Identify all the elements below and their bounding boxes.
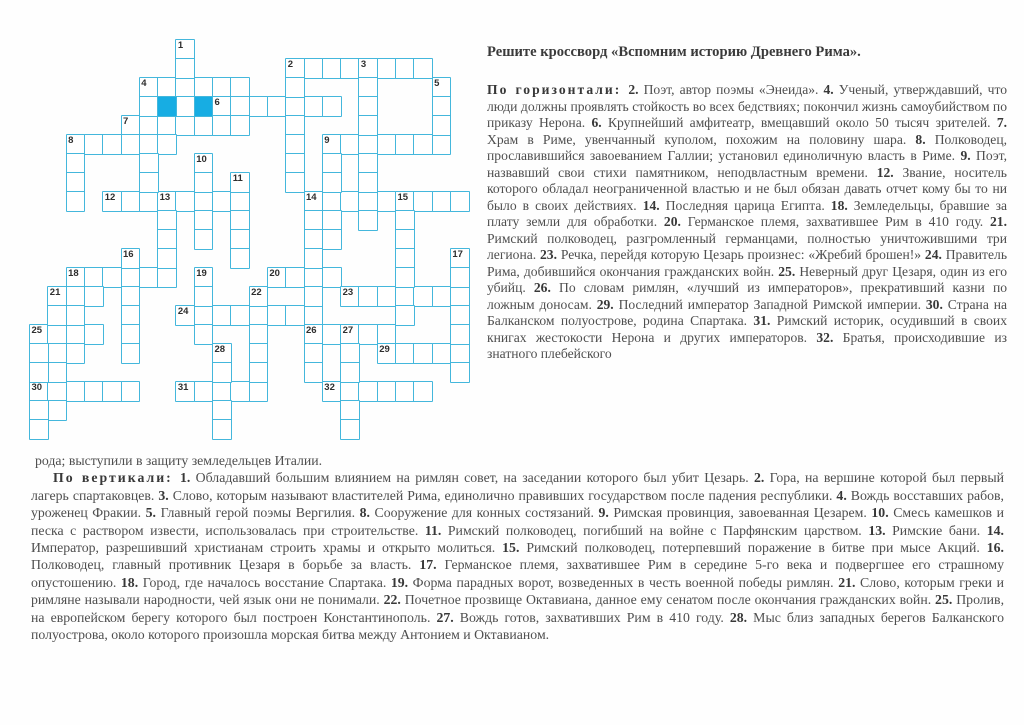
crossword-cell[interactable] (230, 229, 250, 250)
crossword-cell[interactable] (304, 58, 324, 79)
clues-bottom-block (31, 452, 1004, 643)
crossword-cell[interactable] (157, 229, 177, 250)
crossword-cell[interactable] (358, 115, 378, 136)
crossword-cell[interactable] (194, 229, 214, 250)
crossword-number: 13 (159, 192, 171, 203)
crossword-number: 16 (123, 249, 134, 260)
crossword-cell[interactable] (139, 267, 159, 288)
clue-number: 5. (141, 505, 157, 521)
crossword-cell[interactable] (194, 381, 214, 402)
crossword-cell[interactable] (139, 134, 159, 155)
crossword-cell[interactable] (432, 115, 452, 136)
crossword-cell[interactable] (194, 172, 214, 193)
crossword-cell[interactable] (157, 210, 177, 231)
crossword-cell[interactable] (157, 267, 177, 288)
crossword-cell[interactable] (194, 210, 214, 231)
crossword-cell[interactable] (194, 77, 214, 98)
crossword-cell[interactable] (66, 191, 86, 212)
crossword-cell[interactable] (450, 324, 470, 345)
crossword-cell[interactable] (304, 229, 324, 250)
crossword-cell[interactable] (29, 400, 49, 421)
crossword-cell[interactable] (340, 343, 360, 364)
crossword-cell[interactable] (29, 343, 49, 364)
clue-number: 7. (990, 115, 1008, 130)
crossword-cell[interactable] (340, 134, 360, 155)
crossword-number: 24 (177, 306, 189, 317)
crossword-cell[interactable] (157, 248, 177, 269)
crossword-cell[interactable] (121, 381, 141, 402)
crossword-number: 20 (269, 268, 280, 279)
crossword-cell[interactable] (450, 286, 470, 307)
crossword-cell[interactable] (377, 58, 397, 79)
crossword-cell[interactable] (395, 210, 415, 231)
crossword-cell[interactable] (358, 134, 378, 155)
crossword-cell[interactable] (285, 77, 305, 98)
crossword-cell[interactable] (121, 324, 141, 345)
crossword-cell[interactable] (304, 267, 324, 288)
clue-number: 32. (807, 329, 834, 345)
crossword-cell[interactable] (194, 191, 214, 212)
crossword-cell[interactable] (230, 381, 250, 402)
crossword-number: 6 (214, 97, 220, 108)
crossword-cell[interactable] (340, 400, 360, 421)
crossword-cell[interactable] (358, 153, 378, 174)
crossword-cell[interactable] (322, 153, 342, 174)
crossword-number: 2 (287, 59, 293, 70)
crossword-cell[interactable] (66, 153, 86, 174)
crossword-cell[interactable] (413, 134, 433, 155)
clue-number: 17. (411, 557, 437, 573)
crossword-cell[interactable] (340, 381, 360, 402)
crossword-cell[interactable] (413, 58, 433, 79)
crossword-number: 14 (306, 192, 317, 203)
clue-number: 8. (355, 505, 370, 521)
clue-number: 20. (657, 214, 681, 229)
crossword-cell[interactable] (285, 172, 305, 193)
crossword-number: 29 (379, 344, 390, 355)
clue-number: 18. (116, 574, 139, 590)
crossword-cell[interactable] (340, 419, 360, 440)
crossword-number: 22 (251, 287, 262, 298)
crossword-cell[interactable] (395, 134, 415, 155)
clue-number: 14. (980, 522, 1004, 538)
crossword-cell[interactable] (47, 324, 67, 345)
crossword-highlighted-cell (194, 96, 214, 117)
crossword-cell[interactable] (432, 96, 452, 117)
crossword-cell[interactable] (121, 305, 141, 326)
crossword-cell[interactable] (47, 343, 67, 364)
clue-number: 23. (536, 247, 557, 262)
crossword-cell[interactable] (450, 191, 470, 212)
crossword-number: 1 (177, 40, 184, 51)
crossword-cell[interactable] (304, 305, 324, 326)
crossword-cell[interactable] (175, 58, 195, 79)
clue-number: 3. (154, 487, 169, 503)
crossword-cell[interactable] (432, 343, 452, 364)
crossword-cell[interactable] (139, 191, 159, 212)
crossword-cell[interactable] (66, 343, 86, 364)
crossword-cell[interactable] (267, 96, 287, 117)
clue-number: 21. (983, 214, 1008, 229)
crossword-cell[interactable] (377, 381, 397, 402)
crossword-cell[interactable] (249, 305, 269, 326)
crossword-number: 10 (196, 154, 207, 165)
down-clues: По вертикали: 1. Обладавший большим влиянием на римлян совет, на заседании которого был убит Цезарь. 2. Гора, на вершине которой был первый лагерь спартаковцев. 3. Слово, которым называют властителей Рима, единолично правивших государством после падения республики. 4. Вождь восставших рабов, уроженец Фракии. 5. Главный герой поэмы Вергилия. 8. Сооружение для конных состязаний. 9. Римская провинция, завоеванная Цезарем. 10. Смесь камешков и песка с раствором извести, использовалась при строительстве. 11. Римский полководец, погибший на войне с Парфянским царством. 13. Римские бани. 14. Император, разрешивший христианам строить храмы и открыто молиться. 15. Римский полководец, потерпевший поражение в битве при мысе Акций. 16. Полководец, главный противник Цезаря в борьбе за власть. 17. Германское племя, захватившее Рим в середине 5-го века и подвергшее его страшному опустошению. 18. Город, где началось восстание Спартака. 19. Форма парадных ворот, возведенных в честь военной победы римлян. 21. Слово, которым греки и римляне называли народности, чей язык они не понимали. 22. Почетное прозвище Октавиана, данное ему сенатом после окончания гражданских войн. 25. Пролив, на европейском берегу которого был построен Константинополь. 27. Вождь готов, захвативших Рим в 410 году. 28. Мыс близ западных берегов Балканского полуострова, около которого произошла морская битва между Антонием и Октавианом. (31, 470, 1005, 643)
crossword-cell[interactable] (139, 172, 159, 193)
crossword-number: 11 (232, 173, 243, 184)
crossword-number: 23 (342, 287, 354, 298)
crossword-cell[interactable] (47, 305, 67, 326)
crossword-cell[interactable] (432, 134, 452, 155)
crossword-cell[interactable] (230, 210, 250, 231)
crossword-cell[interactable] (395, 286, 415, 307)
clue-number: 9. (593, 505, 609, 521)
crossword-number: 31 (177, 382, 189, 393)
crossword-cell[interactable] (304, 343, 324, 364)
crossword-cell[interactable] (340, 191, 360, 212)
crossword-cell[interactable] (175, 77, 195, 98)
crossword-cell[interactable] (121, 191, 141, 212)
crossword-highlighted-cell (157, 96, 177, 117)
clues-heading: По вертикали: (53, 470, 173, 486)
crossword-cell[interactable] (175, 115, 195, 136)
crossword-cell[interactable] (230, 77, 250, 98)
crossword-cell[interactable] (157, 134, 177, 155)
crossword-cell[interactable] (102, 267, 122, 288)
crossword-number: 3 (360, 59, 367, 70)
crossword-cell[interactable] (121, 134, 141, 155)
crossword-cell[interactable] (395, 381, 415, 402)
clue-number: 2. (748, 470, 765, 486)
crossword-cell[interactable] (29, 419, 49, 440)
crossword-cell[interactable] (395, 267, 415, 288)
clue-number: 18. (824, 197, 848, 213)
crossword-cell[interactable] (395, 343, 415, 364)
crossword-cell[interactable] (84, 134, 104, 155)
crossword-cell[interactable] (377, 324, 397, 345)
clue-number: 29. (591, 296, 614, 312)
crossword-cell[interactable] (212, 419, 232, 440)
clue-number: 25. (931, 592, 953, 608)
clue-number: 10. (866, 505, 889, 521)
clue-number: 12. (867, 164, 894, 180)
crossword-cell[interactable] (304, 362, 324, 383)
crossword-cell[interactable] (194, 286, 214, 307)
clue-number: 8. (906, 131, 926, 147)
clues-right-column (487, 44, 1007, 363)
clue-number: 27. (430, 609, 454, 625)
clue-number: 9. (955, 148, 971, 163)
crossword-cell[interactable] (322, 267, 342, 288)
crossword-cell[interactable] (212, 191, 232, 212)
crossword-cell[interactable] (66, 286, 86, 307)
crossword-cell[interactable] (285, 96, 305, 117)
crossword-cell[interactable] (66, 172, 86, 193)
crossword-cell[interactable] (358, 96, 378, 117)
crossword-cell[interactable] (377, 134, 397, 155)
crossword-cell[interactable] (358, 210, 378, 231)
crossword-cell[interactable] (413, 381, 433, 402)
crossword-cell[interactable] (175, 96, 195, 117)
crossword-number: 21 (49, 287, 61, 298)
crossword-cell[interactable] (212, 381, 232, 402)
crossword-cell[interactable] (249, 343, 269, 364)
crossword-cell[interactable] (395, 305, 415, 326)
crossword-number: 25 (31, 325, 43, 336)
crossword-cell[interactable] (322, 191, 342, 212)
crossword-cell[interactable] (285, 134, 305, 155)
clue-number: 30. (921, 296, 943, 312)
crossword-cell[interactable] (340, 362, 360, 383)
crossword-cell[interactable] (340, 58, 360, 79)
crossword-cell[interactable] (450, 267, 470, 288)
crossword-cell[interactable] (102, 381, 122, 402)
crossword-cell[interactable] (322, 172, 342, 193)
crossword-cell[interactable] (395, 58, 415, 79)
crossword-number: 32 (324, 382, 335, 393)
clue-number: 4. (818, 82, 834, 97)
crossword-cell[interactable] (395, 229, 415, 250)
clue-number: 1. (174, 470, 191, 486)
crossword-cell[interactable] (285, 115, 305, 136)
clue-number: 4. (832, 487, 847, 503)
crossword-number: 18 (68, 268, 79, 279)
crossword-cell[interactable] (212, 77, 232, 98)
crossword-cell[interactable] (249, 362, 269, 383)
crossword-cell[interactable] (194, 305, 214, 326)
crossword-cell[interactable] (358, 324, 378, 345)
crossword-number: 5 (434, 78, 440, 89)
crossword-number: 28 (214, 344, 226, 355)
clue-number: 11. (418, 522, 442, 538)
crossword-number: 30 (31, 382, 43, 393)
across-clues: По горизонтали: 2. Поэт, автор поэмы «Энеида». 4. Ученый, утверждавший, что люди должны проявлять стойкость во всех бедствиях; покончил жизнь самоубийством по приказу Нерона. 6. Крупнейший амфитеатр, вмещавший около 50 тысяч зрителей. 7. Храм в Риме, увенчанный куполом, похожим на половину шара. 8. Полководец, прославившийся завоеванием Галлии; установил единоличную власть в Риме. 9. Поэт, назвавший свои стихи памятником, неподвластным времени. 12. Звание, носитель которого обладал неограниченной властью и не был обязан давать отчет кому бы то ни было в своих действиях. 14. Последняя царица Египта. 18. Земледельцы, бравшие за плату земли для обработки. 20. Германское племя, захватившее Рим в 410 году. 21. Римский полководец, разгромленный германцами, полностью уничтожившими три легиона. 23. Речка, перейдя которую Цезарь произнес: «Жребий брошен!» 24. Правитель Рима, добившийся окончания гражданских войн. 25. Неверный друг Цезаря, один из его убийц. 26. По словам римлян, «лучший из императоров», прекративший казни по ложным доносам. 29. Последний император Западной Римской империи. 30. Страна на Балканском полуострове, родина Спартака. 31. Римский историк, осудивший в своих книгах жестокости Нерона и других императоров. 32. Братья, происходившие из знатного плебейского (487, 82, 1008, 361)
clue-number: 19. (386, 574, 409, 590)
crossword-cell[interactable] (304, 210, 324, 231)
crossword-cell[interactable] (450, 305, 470, 326)
crossword-cell[interactable] (212, 305, 232, 326)
clue-number: 14. (636, 197, 660, 213)
clue-number: 25. (774, 263, 796, 279)
crossword-cell[interactable] (84, 267, 104, 288)
crossword-cell[interactable] (84, 324, 104, 345)
crossword-cell[interactable] (395, 248, 415, 269)
crossword-number: 9 (324, 135, 330, 146)
clue-number: 24. (921, 247, 942, 262)
crossword-cell[interactable] (230, 96, 250, 117)
crossword-cell[interactable] (121, 286, 141, 307)
crossword-cell[interactable] (450, 362, 470, 383)
crossword-cell[interactable] (377, 286, 397, 307)
crossword-cell[interactable] (194, 324, 214, 345)
crossword-cell[interactable] (157, 115, 177, 136)
crossword-cell[interactable] (377, 191, 397, 212)
crossword-cell[interactable] (157, 77, 177, 98)
crossword-cell[interactable] (413, 191, 433, 212)
crossword-cell[interactable] (102, 134, 122, 155)
crossword-cell[interactable] (175, 191, 195, 212)
crossword-cell[interactable] (121, 343, 141, 364)
crossword-cell[interactable] (212, 115, 232, 136)
crossword-cell[interactable] (249, 381, 269, 402)
crossword-cell[interactable] (84, 286, 104, 307)
crossword-cell[interactable] (358, 172, 378, 193)
crossword-cell[interactable] (230, 115, 250, 136)
clue-number: 22. (379, 592, 401, 608)
crossword-number: 17 (452, 249, 463, 260)
crossword-cell[interactable] (139, 153, 159, 174)
crossword-cell[interactable] (194, 115, 214, 136)
page-title: Решите кроссворд «Вспомним историю Древнего Рима». (487, 44, 861, 60)
crossword-number: 12 (104, 192, 116, 203)
clues-heading: По горизонтали: (487, 82, 622, 97)
crossword-number: 15 (397, 192, 409, 203)
crossword-cell[interactable] (66, 305, 86, 326)
crossword-cell[interactable] (285, 153, 305, 174)
crossword-cell[interactable] (66, 381, 86, 402)
crossword-cell[interactable] (267, 305, 287, 326)
crossword-number: 8 (68, 135, 74, 146)
crossword-cell[interactable] (432, 286, 452, 307)
crossword-cell[interactable] (322, 210, 342, 231)
crossword-cell[interactable] (322, 229, 342, 250)
clue-number: 16. (979, 540, 1004, 556)
clue-number: 2. (623, 82, 639, 97)
crossword-number: 26 (306, 325, 317, 336)
crossword-cell[interactable] (230, 248, 250, 269)
crossword-cell[interactable] (285, 305, 305, 326)
crossword-cell[interactable] (139, 96, 159, 117)
crossword-number: 27 (342, 325, 354, 336)
crossword-cell[interactable] (322, 324, 342, 345)
crossword-cell[interactable] (304, 248, 324, 269)
crossword-cell[interactable] (358, 77, 378, 98)
clue-number: 21. (833, 574, 856, 590)
crossword-number: 7 (123, 116, 129, 127)
crossword-cell[interactable] (47, 381, 67, 402)
clue-number: 31. (747, 313, 771, 328)
crossword-cell[interactable] (304, 286, 324, 307)
crossword-cell[interactable] (29, 362, 49, 383)
crossword-cell[interactable] (322, 58, 342, 79)
crossword-cell[interactable] (358, 286, 378, 307)
clue-number: 28. (723, 609, 748, 625)
clue-number: 6. (585, 115, 602, 130)
crossword-cell[interactable] (432, 191, 452, 212)
crossword-cell[interactable] (230, 191, 250, 212)
crossword-cell[interactable] (66, 324, 86, 345)
crossword-cell[interactable] (322, 96, 342, 117)
crossword-cell[interactable] (358, 381, 378, 402)
crossword-cell[interactable] (84, 381, 104, 402)
crossword-cell[interactable] (212, 400, 232, 421)
crossword-cell[interactable] (249, 96, 269, 117)
clue-number: 15. (495, 540, 520, 556)
crossword-cell[interactable] (249, 324, 269, 345)
crossword-cell[interactable] (358, 191, 378, 212)
crossword-cell[interactable] (230, 305, 250, 326)
crossword-cell[interactable] (285, 267, 305, 288)
crossword-number: 4 (141, 78, 147, 89)
clue-number: 13. (861, 522, 886, 538)
crossword-cell[interactable] (413, 286, 433, 307)
crossword-cell[interactable] (212, 362, 232, 383)
crossword-cell[interactable] (413, 343, 433, 364)
clue-number: 26. (525, 280, 551, 295)
crossword-cell[interactable] (121, 267, 141, 288)
crossword-cell[interactable] (304, 96, 324, 117)
across-clue-continuation: рода; выступили в защиту земледельцев Италии. (35, 453, 323, 468)
crossword-number: 19 (196, 268, 207, 279)
crossword-cell[interactable] (139, 115, 159, 136)
crossword-cell[interactable] (47, 362, 67, 383)
crossword-cell[interactable] (450, 343, 470, 364)
crossword-cell[interactable] (47, 400, 67, 421)
